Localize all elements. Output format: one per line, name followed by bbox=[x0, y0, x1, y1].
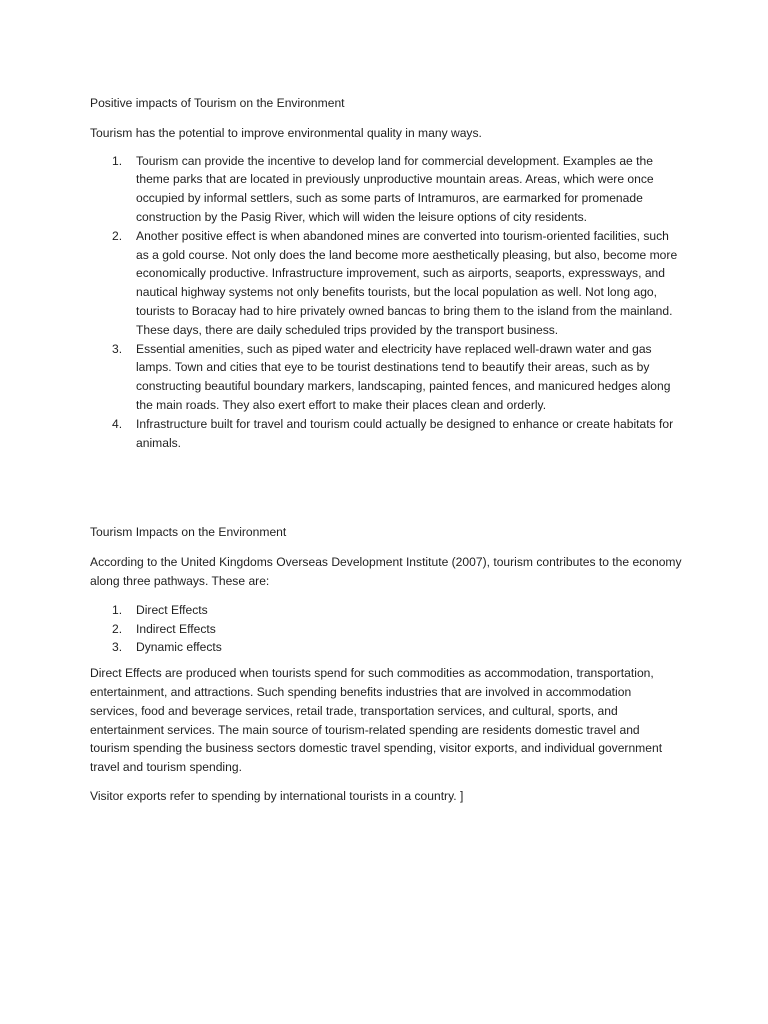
list-item-number: 2. bbox=[112, 228, 123, 243]
list-item-number: 2. bbox=[112, 621, 123, 636]
list-item-text: Indirect Effects bbox=[136, 621, 216, 636]
section1-heading: Positive impacts of Tourism on the Environment bbox=[90, 96, 345, 110]
list-item-text: Another positive effect is when abandoned mines are converted into tourism-oriented facilities, such as a gold course. Not only does the land become more aesthetically pleasing, but also, become more economically productive. Infrastructure improvement, such as airports, seaports, expressways, and nautical highway systems not only benefits tourists, but the local population as well. Not long ago, tourists to Boracay had to hire privately owned bancas to bring them to the island from the mainland. These days, there are daily scheduled trips provided by the transport business. bbox=[136, 228, 678, 337]
list-item-text: Direct Effects bbox=[136, 602, 208, 617]
list-item-number: 4. bbox=[112, 416, 123, 431]
pathways-list bbox=[90, 601, 682, 657]
list-item-text: Infrastructure built for travel and tourism could actually be designed to enhance or create habitats for animals. bbox=[136, 416, 674, 450]
list-item bbox=[90, 620, 682, 639]
document-body bbox=[90, 94, 682, 816]
list-item bbox=[90, 227, 682, 340]
positive-impacts-list bbox=[90, 152, 682, 453]
list-item-number: 1. bbox=[112, 153, 123, 168]
list-item bbox=[90, 415, 682, 453]
section-spacer bbox=[90, 452, 682, 523]
section2-heading: Tourism Impacts on the Environment bbox=[90, 525, 287, 540]
visitor-exports-paragraph: Visitor exports refer to spending by international tourists in a country. ] bbox=[90, 788, 464, 803]
list-item-text: Dynamic effects bbox=[136, 640, 222, 655]
list-item-number: 3. bbox=[112, 341, 123, 356]
list-item bbox=[90, 638, 682, 657]
list-item bbox=[90, 152, 682, 227]
list-item-text: Tourism can provide the incentive to develop land for commercial development. Examples ae the theme parks that are located in previously unproductive mountain areas. Areas, which were once occupied by informal settlers, such as some parts of Intramuros, are earmarked for promenade construction by the Pasig River, which will widen the leisure options of city residents. bbox=[136, 153, 654, 224]
direct-effects-paragraph: Direct Effects are produced when tourists spend for such commodities as accommodation, transportation, entertainment, and attractions. Such spending benefits industries that are involved in accommodation services, food and beverage services, retail trade, transportation services, and cultural, sports, and entertainment services. The main source of tourism-related spending are residents domestic travel and tourism spending the business sectors domestic travel spending, visitor exports, and individual government travel and tourism spending. bbox=[90, 666, 663, 775]
list-item-text: Essential amenities, such as piped water and electricity have replaced well-drawn water and gas lamps. Town and cities that eye to be tourist destinations tend to beautify their areas, such as by constructing beautiful boundary markers, landscaping, painted fences, and manicured hedges along the main roads. They also exert effort to make their places clean and orderly. bbox=[136, 341, 671, 412]
list-item bbox=[90, 601, 682, 620]
list-item-number: 1. bbox=[112, 602, 123, 617]
list-item bbox=[90, 340, 682, 415]
section2-intro: According to the United Kingdoms Overseas Development Institute (2007), tourism contributes to the economy along three pathways. These are: bbox=[90, 555, 682, 588]
list-item-number: 3. bbox=[112, 640, 123, 655]
section1-intro: Tourism has the potential to improve environmental quality in many ways. bbox=[90, 125, 482, 140]
